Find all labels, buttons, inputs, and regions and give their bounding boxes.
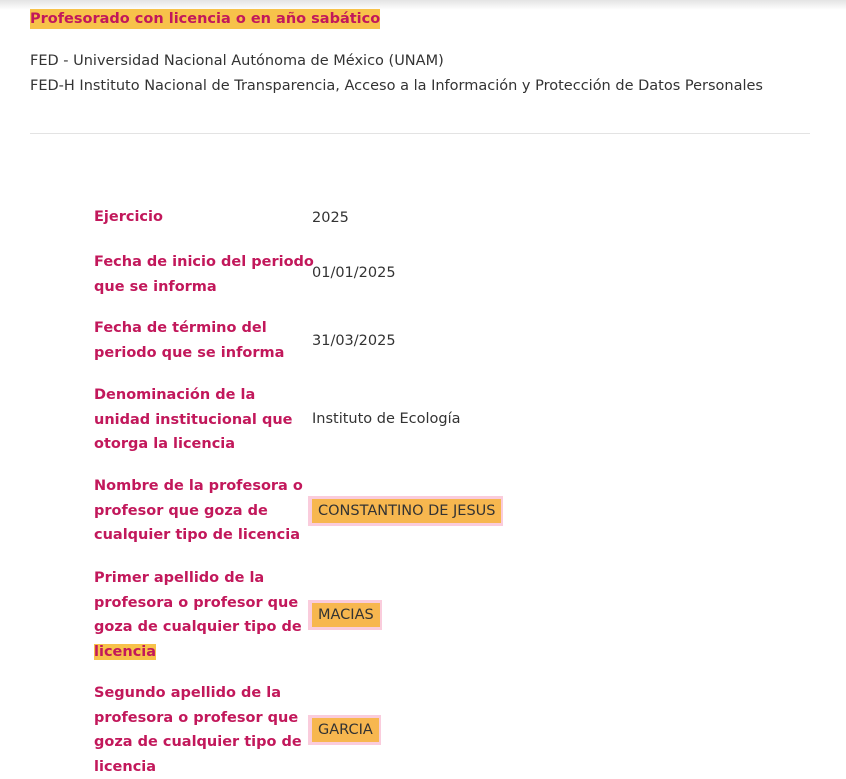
label-nombre: Nombre de la profesora o profesor que goza de cualquier tipo de licencia — [94, 478, 303, 543]
divider — [30, 133, 810, 134]
label-ejercicio: Ejercicio — [94, 209, 163, 225]
label-segundo-apellido: Segundo apellido de la profesora o profesor que goza de cualquier tipo de licencia — [94, 685, 302, 775]
label-fecha-inicio: Fecha de inicio del periodo que se informa — [94, 254, 314, 295]
value-ejercicio: 2025 — [312, 210, 349, 226]
value-denominacion: Instituto de Ecología — [312, 411, 461, 427]
value-fecha-inicio: 01/01/2025 — [312, 265, 396, 281]
label-primer-apellido-highlight: licencia — [94, 643, 157, 660]
value-primer-apellido: MACIAS — [312, 603, 380, 627]
value-segundo-apellido: GARCIA — [312, 718, 379, 742]
label-fecha-termino: Fecha de término del periodo que se informa — [94, 320, 285, 361]
label-denominacion: Denominación de la unidad institucional que otorga la licencia — [94, 387, 293, 452]
value-nombre: CONSTANTINO DE JESUS — [312, 499, 501, 523]
value-fecha-termino: 31/03/2025 — [312, 333, 396, 349]
page-title: Profesorado con licencia o en año sabático — [30, 11, 381, 27]
label-primer-apellido — [94, 566, 314, 664]
subtitle-unam: FED - Universidad Nacional Autónoma de México (UNAM) — [30, 53, 444, 69]
label-primer-apellido-text: Primer apellido de la profesora o profesor que goza de cualquier tipo de — [94, 570, 302, 635]
subtitle-inai: FED-H Instituto Nacional de Transparencia, Acceso a la Información y Protección de Datos Personales — [30, 78, 763, 94]
